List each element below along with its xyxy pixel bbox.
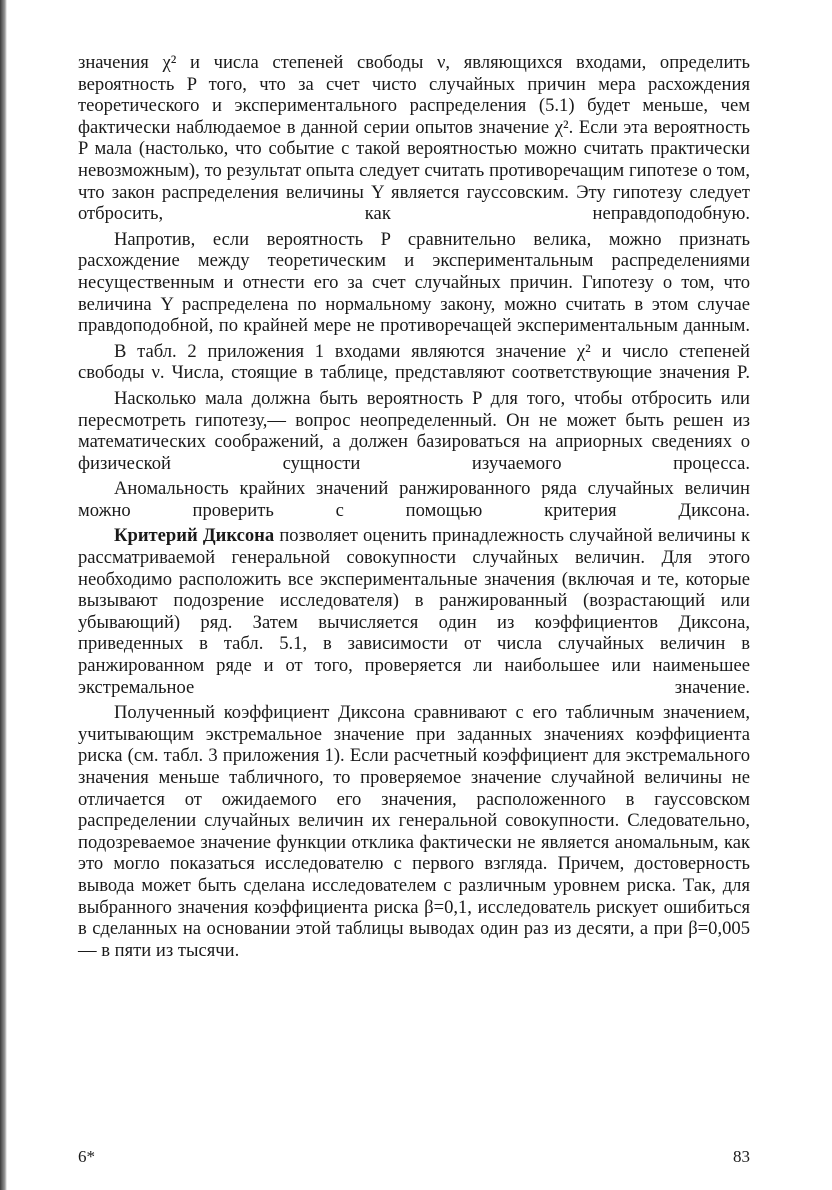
paragraph-probability-threshold: Насколько мала должна быть вероятность P для того, чтобы отбросить или пересмотреть гипотезу,— вопрос неопределенный. Он не может быть решен из математических соображений, а должен базироваться на априорных сведениях о физической сущности изучаемого процесса. — [78, 387, 750, 474]
dixon-criterion-text: позволяет оценить принадлежность случайной величины к рассматриваемой генеральной совокупности случайных величин. Для этого необходимо расположить все экспериментальные значения (включая и те, которые вызывают подозрение исследователя) в ранжированный (возрастающий или убывающий) ряд. Затем вычисляется один из коэффициентов Диксона, приведенных в табл. 5.1, в зависимости от числа случайных величин в ранжированном ряде и от того, проверяется ли наибольшее или наименьшее экстремальное значение. — [78, 525, 750, 698]
paragraph-dixon-criterion — [78, 525, 750, 698]
page-number: 83 — [733, 1147, 750, 1166]
body-text — [78, 52, 750, 965]
paragraph-dixon-comparison: Полученный коэффициент Диксона сравнивают с его табличным значением, учитывающим экстремальное значение при заданных значениях коэффициента риска (см. табл. 3 приложения 1). Если расчетный коэффициент для экстремального значения меньше табличного, то проверяемое значение случайной величины не отличается от ожидаемого его значения, расположенного в гауссовском распределении случайных величин их генеральной совокупности. Следовательно, подозреваемое значение функции отклика фактически не является аномальным, как это могло показаться исследователю с первого взгляда. Причем, достоверность вывода может быть сделана исследователем с различным уровнем риска. Так, для выбранного значения коэффициента риска β=0,1, исследователь рискует ошибиться в сделанных на основании этой таблицы выводах один раз из десяти, а при β=0,005 — в пяти из тысячи. — [78, 702, 750, 961]
page-spine-shadow — [0, 0, 7, 1190]
printer-signature-mark: 6* — [78, 1147, 95, 1166]
paragraph-hypothesis-accept: Напротив, если вероятность P сравнительно велика, можно признать расхождение между теоретическим и экспериментальным распределениями несущественным и отнести его за счет случайных причин. Гипотезу о том, что величина Y распределена по нормальному закону, можно считать в этом случае правдоподобной, по крайней мере не противоречащей экспериментальным данным. — [78, 228, 750, 337]
paragraph-chi-square-probability: значения χ² и числа степеней свободы ν, являющихся входами, определить вероятность P того, что за счет чисто случайных причин мера расхождения теоретического и экспериментального распределения (5.1) будет меньше, чем фактически наблюдаемое в данной серии опытов значение χ². Если эта вероятность P мала (настолько, что событие с такой вероятностью можно считать практически невозможным), то результат опыта следует считать противоречащим гипотезе о том, что закон распределения величины Y является гауссовским. Эту гипотезу следует отбросить, как неправдоподобную. — [78, 52, 750, 225]
dixon-criterion-term: Критерий Диксона — [114, 525, 275, 547]
paragraph-anomaly-check: Аномальность крайних значений ранжированного ряда случайных величин можно проверить с помощью критерия Диксона. — [78, 478, 750, 521]
paragraph-table-reference: В табл. 2 приложения 1 входами являются значение χ² и число степеней свободы ν. Числа, стоящие в таблице, представляют соответствующие значения P. — [78, 340, 750, 384]
